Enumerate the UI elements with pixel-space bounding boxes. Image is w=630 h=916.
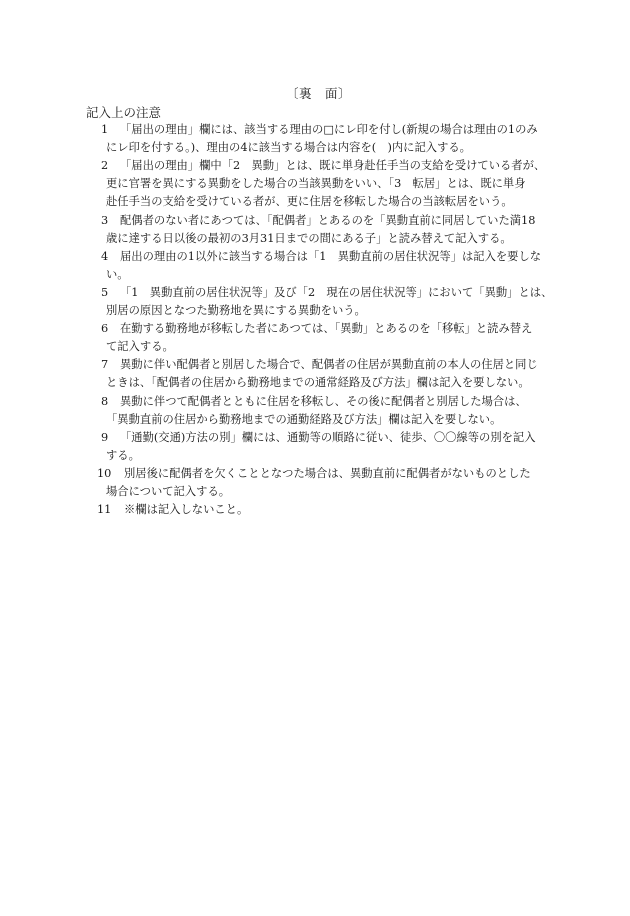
- note-text-line: 「異動直前の住居から勤務地までの通勤経路及び方法」欄は記入を要しない。: [106, 412, 502, 426]
- note-number: 7: [101, 358, 109, 372]
- note-text-line: する。: [106, 448, 140, 462]
- note-text-line: 届出の理由の1以外に該当する場合は「1 異動直前の居住状況等」は記入を要しな: [120, 249, 542, 263]
- note-text-line: ときは、「配偶者の住居から勤務地までの通常経路及び方法」欄は記入を要しない。: [106, 376, 530, 390]
- note-number: 11: [97, 503, 112, 517]
- note-text-line: 異動に伴い配偶者と別居した場合で、配偶者の住居が異動直前の本人の住居と同じ: [120, 358, 538, 372]
- note-text-line: 「届出の理由」欄中「2 異動」とは、既に単身赴任手当の支給を受けている者が、: [120, 159, 546, 173]
- note-text-line: 更に官署を異にする異動をした場合の当該異動をいい、「3 転居」とは、既に単身: [106, 177, 526, 191]
- note-number: 4: [101, 249, 109, 263]
- note-number: 9: [101, 430, 109, 444]
- note-text-line: 「1 異動直前の居住状況等」及び「2 現在の居住状況等」において「異動」とは、: [120, 285, 553, 299]
- note-number: 1: [101, 123, 109, 136]
- note-text-line: 配偶者のない者にあつては、「配偶者」とあるのを「異動直前に同居していた満18: [120, 213, 536, 227]
- notes-heading: 記入上の注意: [86, 105, 162, 120]
- note-text-line: にレ印を付する。)、理由の4に該当する場合は内容を( )内に記入する。: [106, 141, 471, 155]
- note-text-line: 場合について記入する。: [106, 485, 231, 498]
- note-number: 3: [101, 213, 109, 227]
- note-number: 5: [101, 285, 109, 299]
- note-text-line: て記入する。: [106, 340, 174, 354]
- note-number: 10: [97, 466, 112, 480]
- note-text-line: 「届出の理由」欄には、該当する理由の□にレ印を付し(新規の場合は理由の1のみ: [120, 123, 538, 136]
- side-title: 〔裏 面〕: [286, 86, 352, 101]
- note-text-line: 「通勤(交通)方法の別」欄には、通勤等の順路に従い、徒歩、〇〇線等の別を記入: [120, 430, 536, 444]
- note-text-line: 異動に伴つて配偶者とともに住居を移転し、その後に配偶者と別居した場合は、: [120, 394, 527, 408]
- note-number: 8: [101, 394, 109, 408]
- note-number: 2: [101, 159, 109, 173]
- note-text-line: 在勤する勤務地が移転した者にあつては、「異動」とあるのを「移転」と読み替え: [120, 322, 533, 336]
- note-text-line: 歳に達する日以後の最初の3月31日までの間にある子」と読み替えて記入する。: [106, 231, 512, 245]
- note-number: 6: [101, 322, 109, 336]
- note-text-line: 赴任手当の支給を受けている者が、更に住居を移転した場合の当該転居をいう。: [106, 195, 513, 209]
- note-text-line: 別居後に配偶者を欠くこととなつた場合は、異動直前に配偶者がないものとした: [124, 466, 531, 480]
- note-text-line: ※欄は記入しないこと。: [124, 503, 249, 517]
- note-text-line: い。: [106, 267, 129, 281]
- note-text-line: 別居の原因となつた勤務地を異にする異動をいう。: [106, 304, 366, 317]
